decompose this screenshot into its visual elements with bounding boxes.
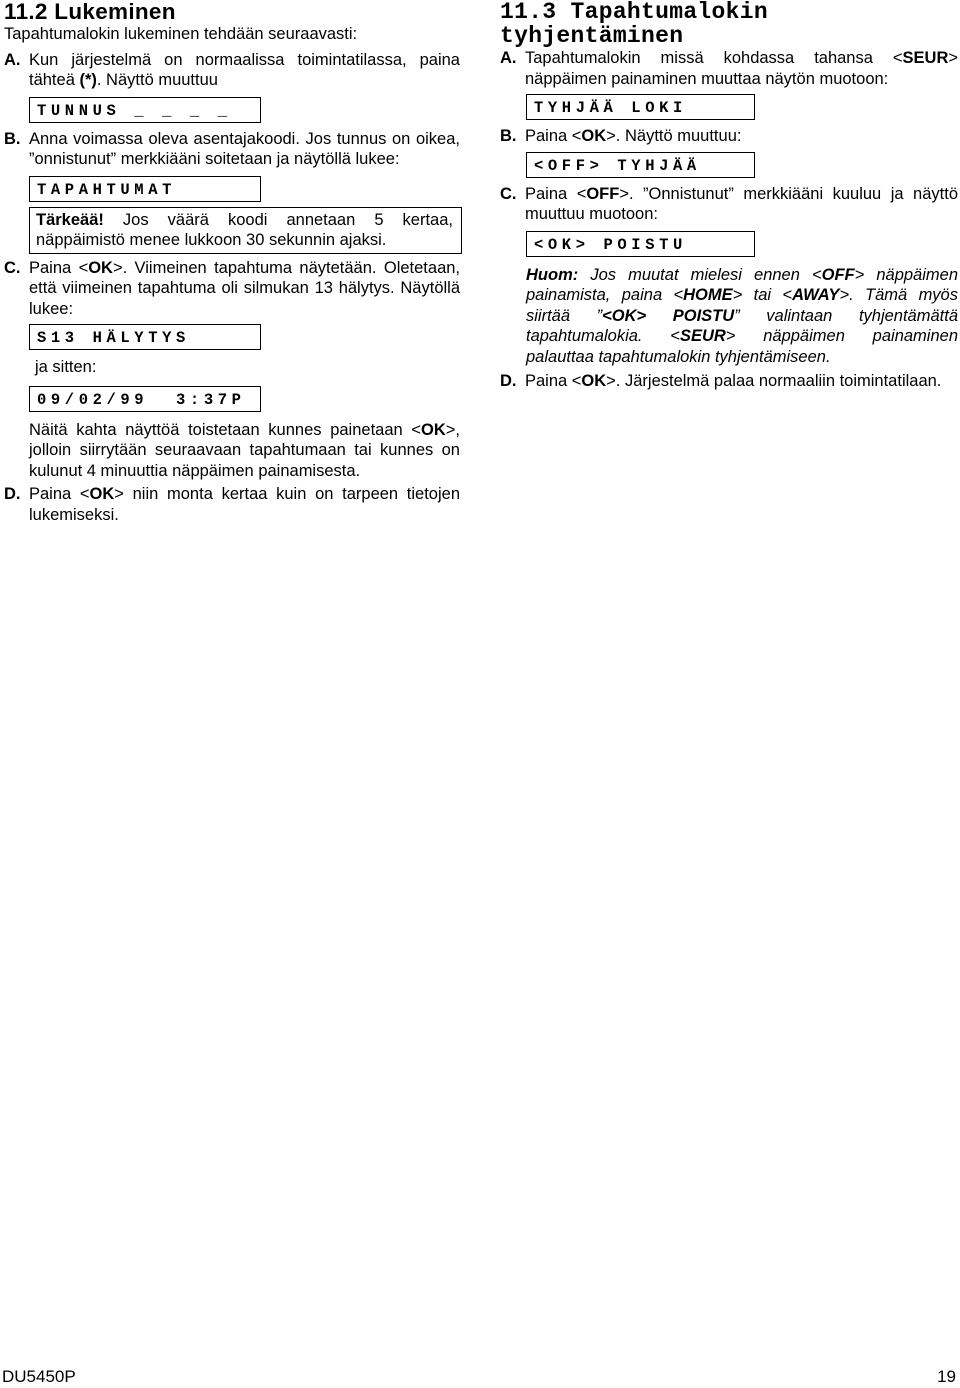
step-letter: B.	[500, 127, 517, 145]
note-text: >. Tämä myös siirtää ”	[526, 286, 958, 325]
key-label: HOME	[683, 286, 733, 304]
step-text: Paina <	[525, 184, 587, 203]
lcd-display-off-tyhjaa: <OFF> TYHJÄÄ	[526, 152, 755, 178]
step-letter: A.	[500, 49, 517, 67]
repeat-paragraph	[29, 420, 460, 482]
step-letter: D.	[500, 372, 517, 390]
lcd-display-tunnus: TUNNUS _ _ _ _	[29, 97, 261, 123]
paragraph-text: Näitä kahta näyttöä toistetaan kunnes painetaan <	[29, 420, 422, 439]
step-text: . Näyttö muuttuu	[96, 71, 218, 89]
key-label: AWAY	[792, 286, 840, 304]
then-text: ja sitten:	[35, 358, 97, 376]
step-text: > niin monta kertaa kuin on tarpeen tietojen lukemiseksi.	[29, 485, 461, 524]
lcd-display-s13: S13 HÄLYTYS	[29, 324, 261, 350]
step-b	[500, 126, 958, 147]
key-label: OK	[581, 127, 607, 145]
note-text: ” valintaan tyhjentämättä tapahtumalokia. <	[526, 306, 959, 345]
step-text: Paina <	[525, 127, 582, 145]
step-text: Paina <	[525, 372, 582, 390]
important-note-box	[29, 207, 462, 254]
important-text: Jos väärä koodi annetaan 5 kertaa, näppäimistö menee lukkoon 30 sekunnin ajaksi.	[36, 210, 453, 249]
step-c	[4, 258, 460, 320]
step-text: Paina <	[29, 258, 89, 277]
important-label: Tärkeää!	[36, 210, 104, 229]
note-text: > näppäimen painamista, paina <	[526, 265, 959, 304]
left-column	[4, 0, 460, 525]
step-text: >. Viimeinen tapahtuma näytetään. Oletetaan, että viimeinen tapahtuma oli silmukan 13 hälytys. Näytöllä lukee:	[29, 258, 461, 318]
paragraph-text: >, jolloin siirrytään seuraavaan tapahtumaan tai kunnes on kulunut 4 minuuttia näppäimen painamisesta.	[29, 420, 460, 480]
key-label: SEUR	[902, 49, 949, 67]
footer-doc-code: DU5450P	[2, 1367, 76, 1386]
step-letter: B.	[4, 129, 21, 148]
step-a	[500, 48, 958, 89]
note-paragraph	[526, 265, 958, 368]
step-d	[500, 371, 958, 392]
step-b	[4, 129, 460, 170]
lcd-display-tapahtumat: TAPAHTUMAT	[29, 176, 261, 202]
intro-text: Tapahtumalokin lukeminen tehdään seuraavasti:	[4, 25, 358, 43]
step-letter: A.	[4, 50, 21, 69]
key-label: OFF	[586, 184, 620, 203]
key-label: OK	[421, 420, 446, 439]
step-c	[500, 184, 958, 225]
note-text: > näppäimen painaminen palauttaa tapahtumalokin tyhjentämiseen.	[526, 327, 958, 366]
step-text: >. Näyttö muuttuu:	[606, 127, 742, 145]
key-label: OFF	[821, 265, 855, 284]
lcd-display-ok-poistu: <OK> POISTU	[526, 231, 755, 257]
note-text: Jos muutat mielesi ennen <	[578, 265, 822, 284]
step-text: Tapahtumalokin missä kohdassa tahansa <	[525, 49, 903, 67]
key-label: <OK> POISTU	[602, 306, 735, 325]
step-a	[4, 50, 460, 91]
key-label: OK	[581, 372, 607, 390]
key-label: OK	[88, 258, 113, 277]
section-heading-11-2: 11.2 Lukeminen	[4, 0, 176, 24]
step-letter: C.	[4, 258, 21, 277]
step-text: Paina <	[29, 485, 90, 503]
step-text: Anna voimassa oleva asentajakoodi. Jos tunnus on oikea, ”onnistunut” merkkiääni soitetaan ja näytöllä lukee:	[29, 129, 460, 168]
step-text: >. ”Onnistunut” merkkiääni kuuluu ja näyttö muuttuu muotoon:	[525, 184, 959, 223]
footer-page-number: 19	[937, 1367, 956, 1386]
key-label: SEUR	[679, 327, 726, 345]
key-label: (*)	[79, 71, 97, 89]
step-text: > näppäimen painaminen muuttaa näytön muotoon:	[525, 49, 958, 88]
step-text: >. Järjestelmä palaa normaaliin toimintatilaan.	[606, 372, 942, 390]
lcd-display-tyhjaa-loki: TYHJÄÄ LOKI	[526, 94, 755, 120]
section-heading-11-3: 11.3 Tapahtumalokin tyhjentäminen	[500, 0, 768, 49]
step-d	[4, 484, 460, 525]
key-label: OK	[89, 485, 115, 503]
lcd-display-date: 09/02/99 3:37P	[29, 386, 261, 412]
step-letter: D.	[4, 485, 21, 503]
right-column	[500, 0, 958, 392]
step-letter: C.	[500, 184, 517, 203]
step-text: Kun järjestelmä on normaalissa toimintatilassa, paina tähteä	[29, 50, 460, 89]
note-label: Huom:	[526, 265, 579, 284]
note-text: > tai <	[732, 286, 793, 304]
